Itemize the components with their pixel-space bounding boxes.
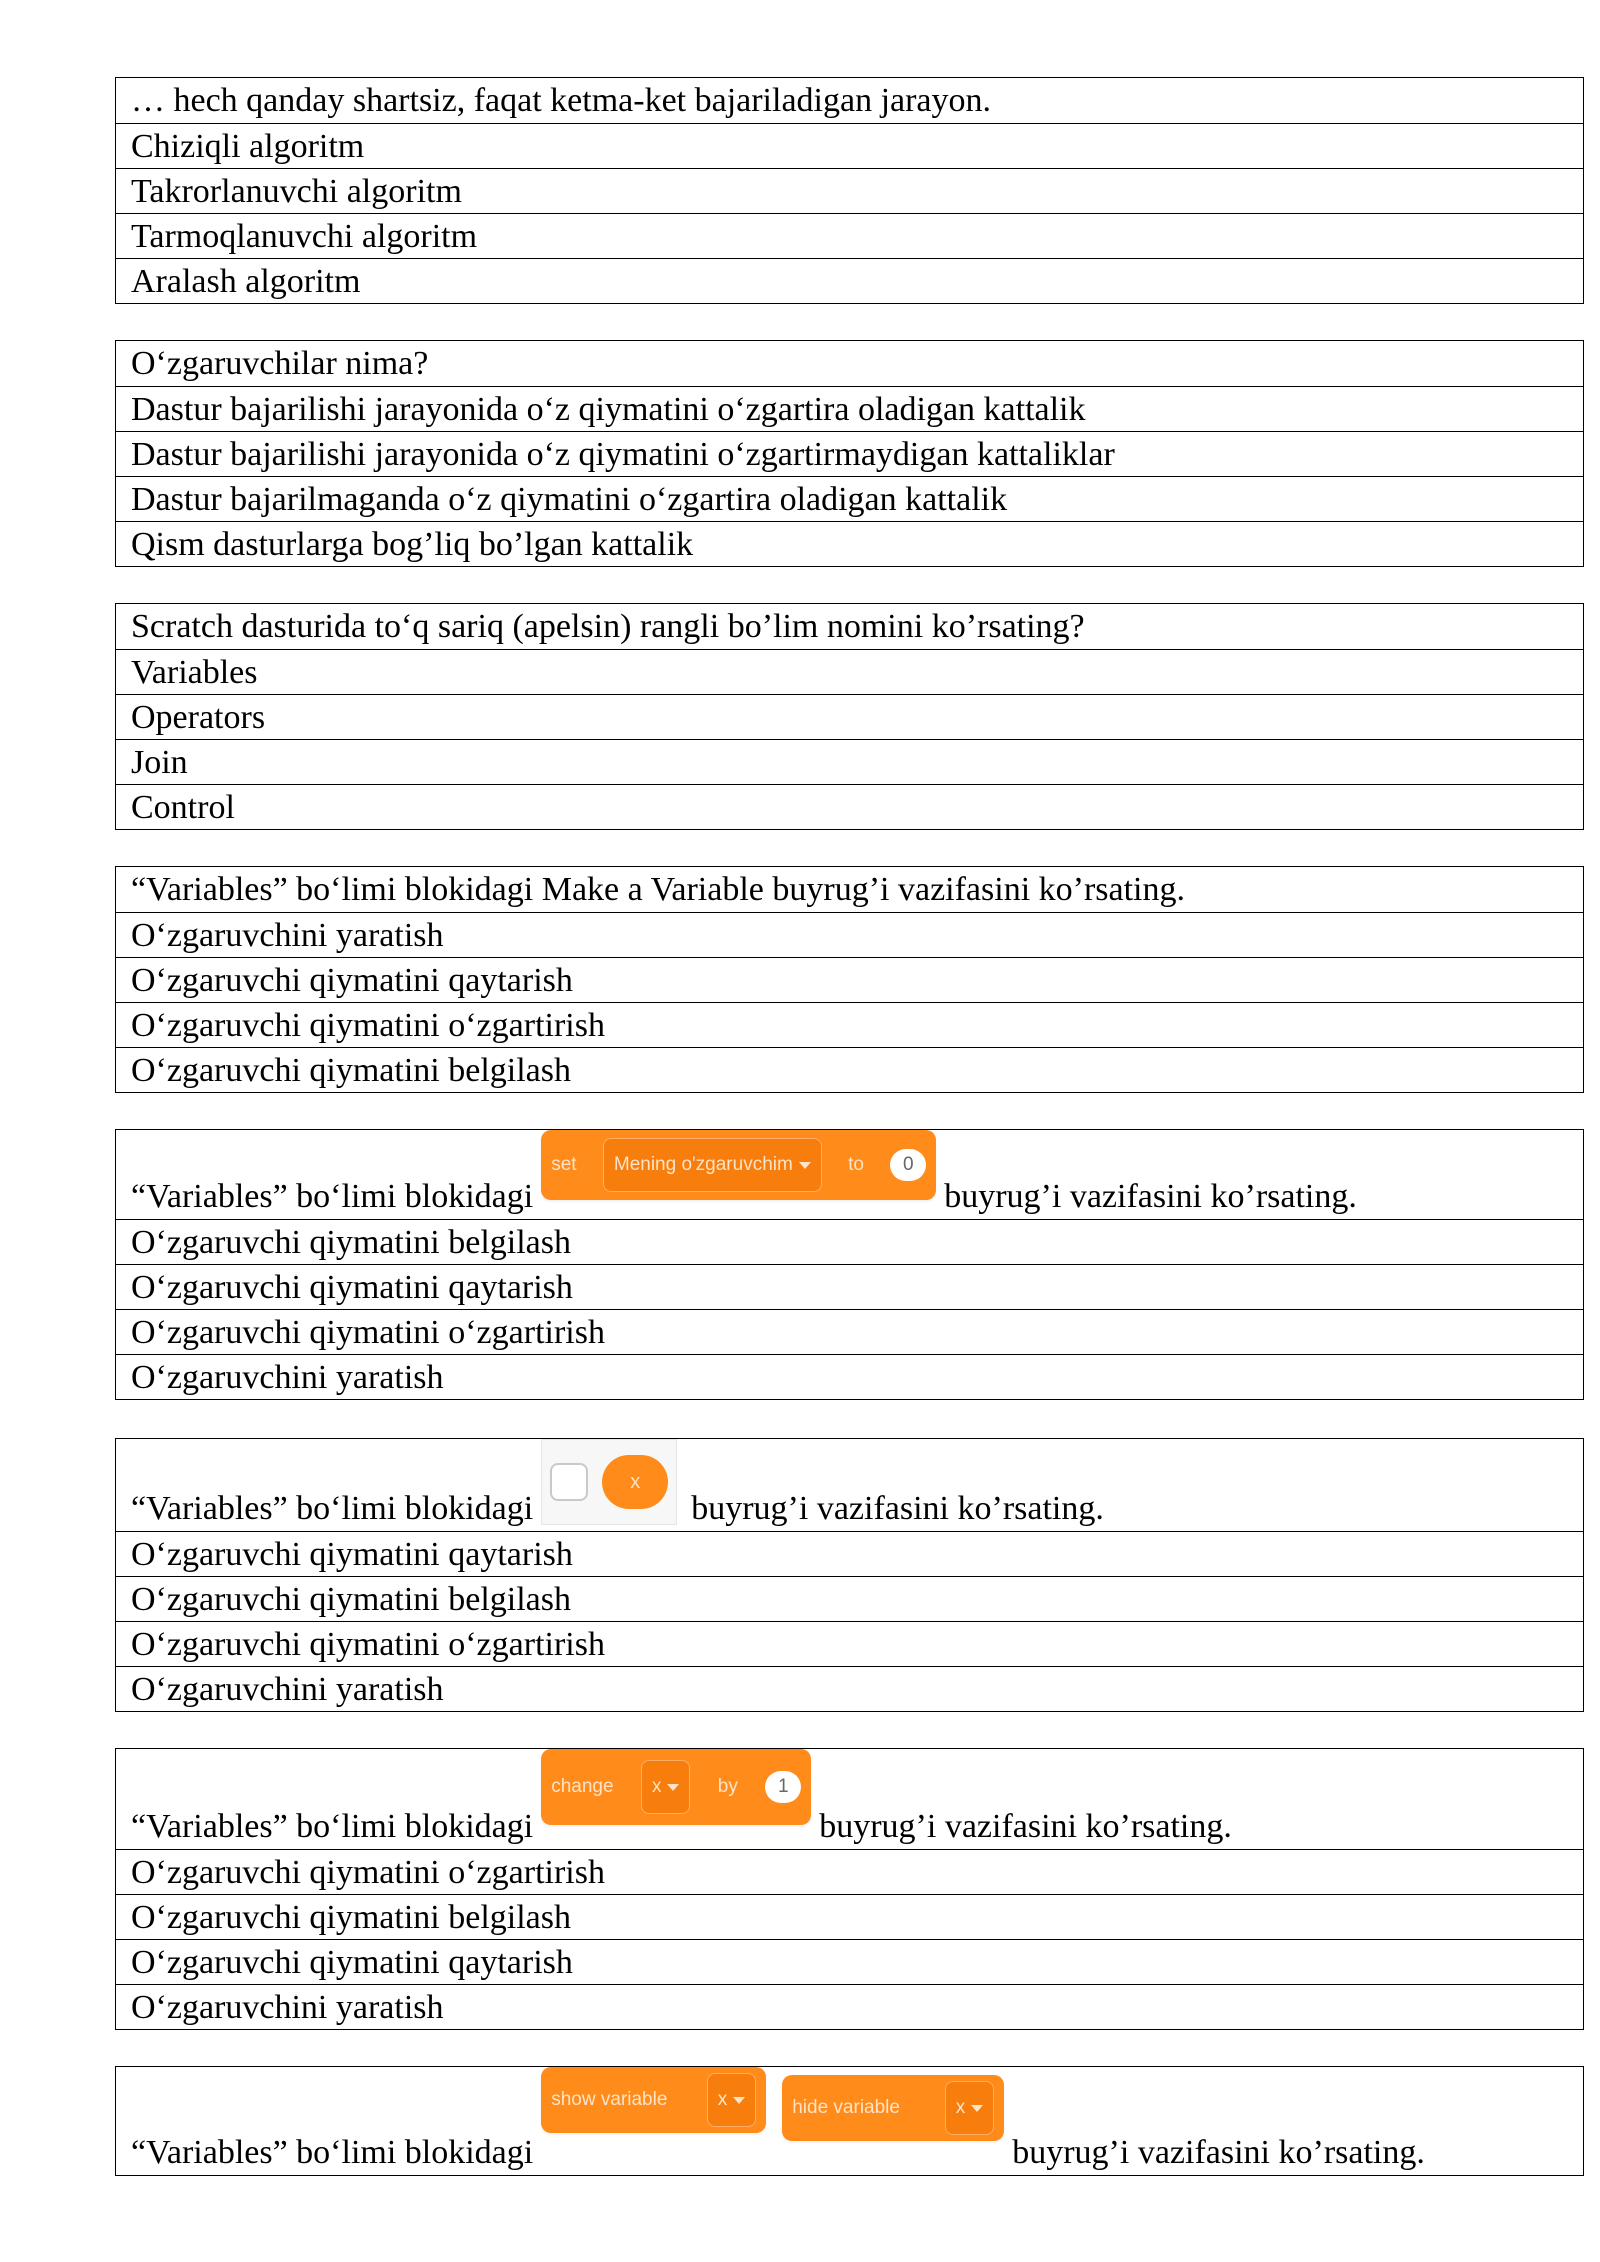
show-variable-block bbox=[541, 2067, 766, 2133]
answer-option: O‘zgaruvchi qiymatini qaytarish bbox=[116, 1264, 1583, 1309]
answer-option: O‘zgaruvchi qiymatini qaytarish bbox=[116, 1531, 1583, 1576]
question-prefix: “Variables” bo‘limi blokidagi bbox=[131, 1178, 534, 1215]
value-input: 0 bbox=[890, 1149, 926, 1181]
dropdown-label: x bbox=[955, 2097, 966, 2118]
answer-option: O‘zgaruvchi qiymatini belgilash bbox=[116, 1219, 1583, 1264]
question-table-4 bbox=[115, 866, 1584, 1093]
answer-option: Qism dasturlarga bog’liq bo’lgan kattalik bbox=[116, 521, 1583, 566]
answer-option: Aralash algoritm bbox=[116, 258, 1583, 303]
answer-option: O‘zgaruvchini yaratish bbox=[116, 1984, 1583, 2029]
block-keyword: by bbox=[717, 1776, 738, 1797]
chevron-down-icon bbox=[733, 2097, 745, 2104]
variable-reporter: x bbox=[602, 1455, 668, 1509]
value-input: 1 bbox=[765, 1771, 801, 1803]
question-table-5 bbox=[115, 1129, 1584, 1400]
answer-option: O‘zgaruvchi qiymatini belgilash bbox=[116, 1047, 1583, 1092]
question-text bbox=[116, 1130, 1583, 1219]
answer-option: Join bbox=[116, 739, 1583, 784]
chevron-down-icon bbox=[799, 1162, 811, 1169]
answer-option: Control bbox=[116, 784, 1583, 829]
question-text bbox=[116, 1749, 1583, 1849]
answer-option: Takrorlanuvchi algoritm bbox=[116, 168, 1583, 213]
answer-option: O‘zgaruvchi qiymatini qaytarish bbox=[116, 1939, 1583, 1984]
question-text: “Variables” bo‘limi blokidagi Make a Variable buyrug’i vazifasini ko’rsating. bbox=[131, 871, 1185, 908]
answer-option: Variables bbox=[116, 649, 1583, 694]
question-text: Scratch dasturida to‘q sariq (apelsin) rangli bo’lim nomini ko’rsating? bbox=[131, 608, 1085, 645]
dropdown-label: Mening o'zgaruvchim bbox=[613, 1154, 793, 1175]
answer-option: O‘zgaruvchi qiymatini o‘zgartirish bbox=[116, 1621, 1583, 1666]
question-table-7 bbox=[115, 1748, 1584, 2030]
variable-dropdown bbox=[945, 2081, 995, 2135]
question-prefix: “Variables” bo‘limi blokidagi bbox=[131, 1490, 534, 1527]
question-table-6 bbox=[115, 1438, 1584, 1712]
question-text: … hech qanday shartsiz, faqat ketma-ket bajariladigan jarayon. bbox=[131, 82, 992, 119]
answer-option: Dastur bajarilishi jarayonida o‘z qiymatini o‘zgartirmaydigan kattaliklar bbox=[116, 431, 1583, 476]
question-table-2 bbox=[115, 340, 1584, 567]
answer-option: O‘zgaruvchini yaratish bbox=[116, 1666, 1583, 1711]
question-suffix: buyrug’i vazifasini ko’rsating. bbox=[944, 1178, 1357, 1215]
answer-option: Operators bbox=[116, 694, 1583, 739]
chevron-down-icon bbox=[667, 1784, 679, 1791]
question-suffix: buyrug’i vazifasini ko’rsating. bbox=[819, 1808, 1232, 1845]
answer-option: Tarmoqlanuvchi algoritm bbox=[116, 213, 1583, 258]
answer-option: O‘zgaruvchi qiymatini o‘zgartirish bbox=[116, 1309, 1583, 1354]
question-text: O‘zgaruvchilar nima? bbox=[131, 345, 429, 382]
question-suffix: buyrug’i vazifasini ko’rsating. bbox=[691, 1490, 1104, 1527]
dropdown-label: x bbox=[651, 1776, 662, 1797]
question-text bbox=[116, 2067, 1583, 2175]
hide-variable-block bbox=[782, 2075, 1004, 2141]
answer-option: O‘zgaruvchi qiymatini qaytarish bbox=[116, 957, 1583, 1002]
question-text bbox=[116, 1439, 1583, 1531]
chevron-down-icon bbox=[971, 2105, 983, 2112]
variable-dropdown bbox=[603, 1138, 822, 1192]
answer-option: Dastur bajarilishi jarayonida o‘z qiymatini o‘zgartira oladigan kattalik bbox=[116, 386, 1583, 431]
answer-option: O‘zgaruvchi qiymatini o‘zgartirish bbox=[116, 1849, 1583, 1894]
block-keyword: to bbox=[848, 1154, 864, 1175]
answer-option: O‘zgaruvchi qiymatini belgilash bbox=[116, 1894, 1583, 1939]
answer-option: O‘zgaruvchini yaratish bbox=[116, 1354, 1583, 1399]
question-suffix: buyrug’i vazifasini ko’rsating. bbox=[1012, 2134, 1425, 2171]
answer-option: O‘zgaruvchini yaratish bbox=[116, 912, 1583, 957]
answer-option: O‘zgaruvchi qiymatini o‘zgartirish bbox=[116, 1002, 1583, 1047]
answer-option: Chiziqli algoritm bbox=[116, 123, 1583, 168]
variable-reporter-block bbox=[541, 1439, 677, 1525]
block-keyword: set bbox=[551, 1154, 577, 1175]
block-keyword: show variable bbox=[551, 2089, 668, 2110]
question-table-8 bbox=[115, 2066, 1584, 2176]
block-keyword: hide variable bbox=[792, 2097, 900, 2118]
dropdown-label: x bbox=[717, 2089, 728, 2110]
variable-dropdown bbox=[641, 1760, 691, 1814]
block-keyword: change bbox=[551, 1776, 614, 1797]
question-prefix: “Variables” bo‘limi blokidagi bbox=[131, 1808, 534, 1845]
change-variable-block bbox=[541, 1749, 811, 1825]
answer-option: Dastur bajarilmaganda o‘z qiymatini o‘zgartira oladigan kattalik bbox=[116, 476, 1583, 521]
question-table-1 bbox=[115, 77, 1584, 304]
question-table-3 bbox=[115, 603, 1584, 830]
question-prefix: “Variables” bo‘limi blokidagi bbox=[131, 2134, 534, 2171]
set-variable-block bbox=[541, 1130, 936, 1200]
answer-option: O‘zgaruvchi qiymatini belgilash bbox=[116, 1576, 1583, 1621]
checkbox-icon bbox=[550, 1463, 588, 1501]
variable-dropdown bbox=[707, 2073, 757, 2127]
